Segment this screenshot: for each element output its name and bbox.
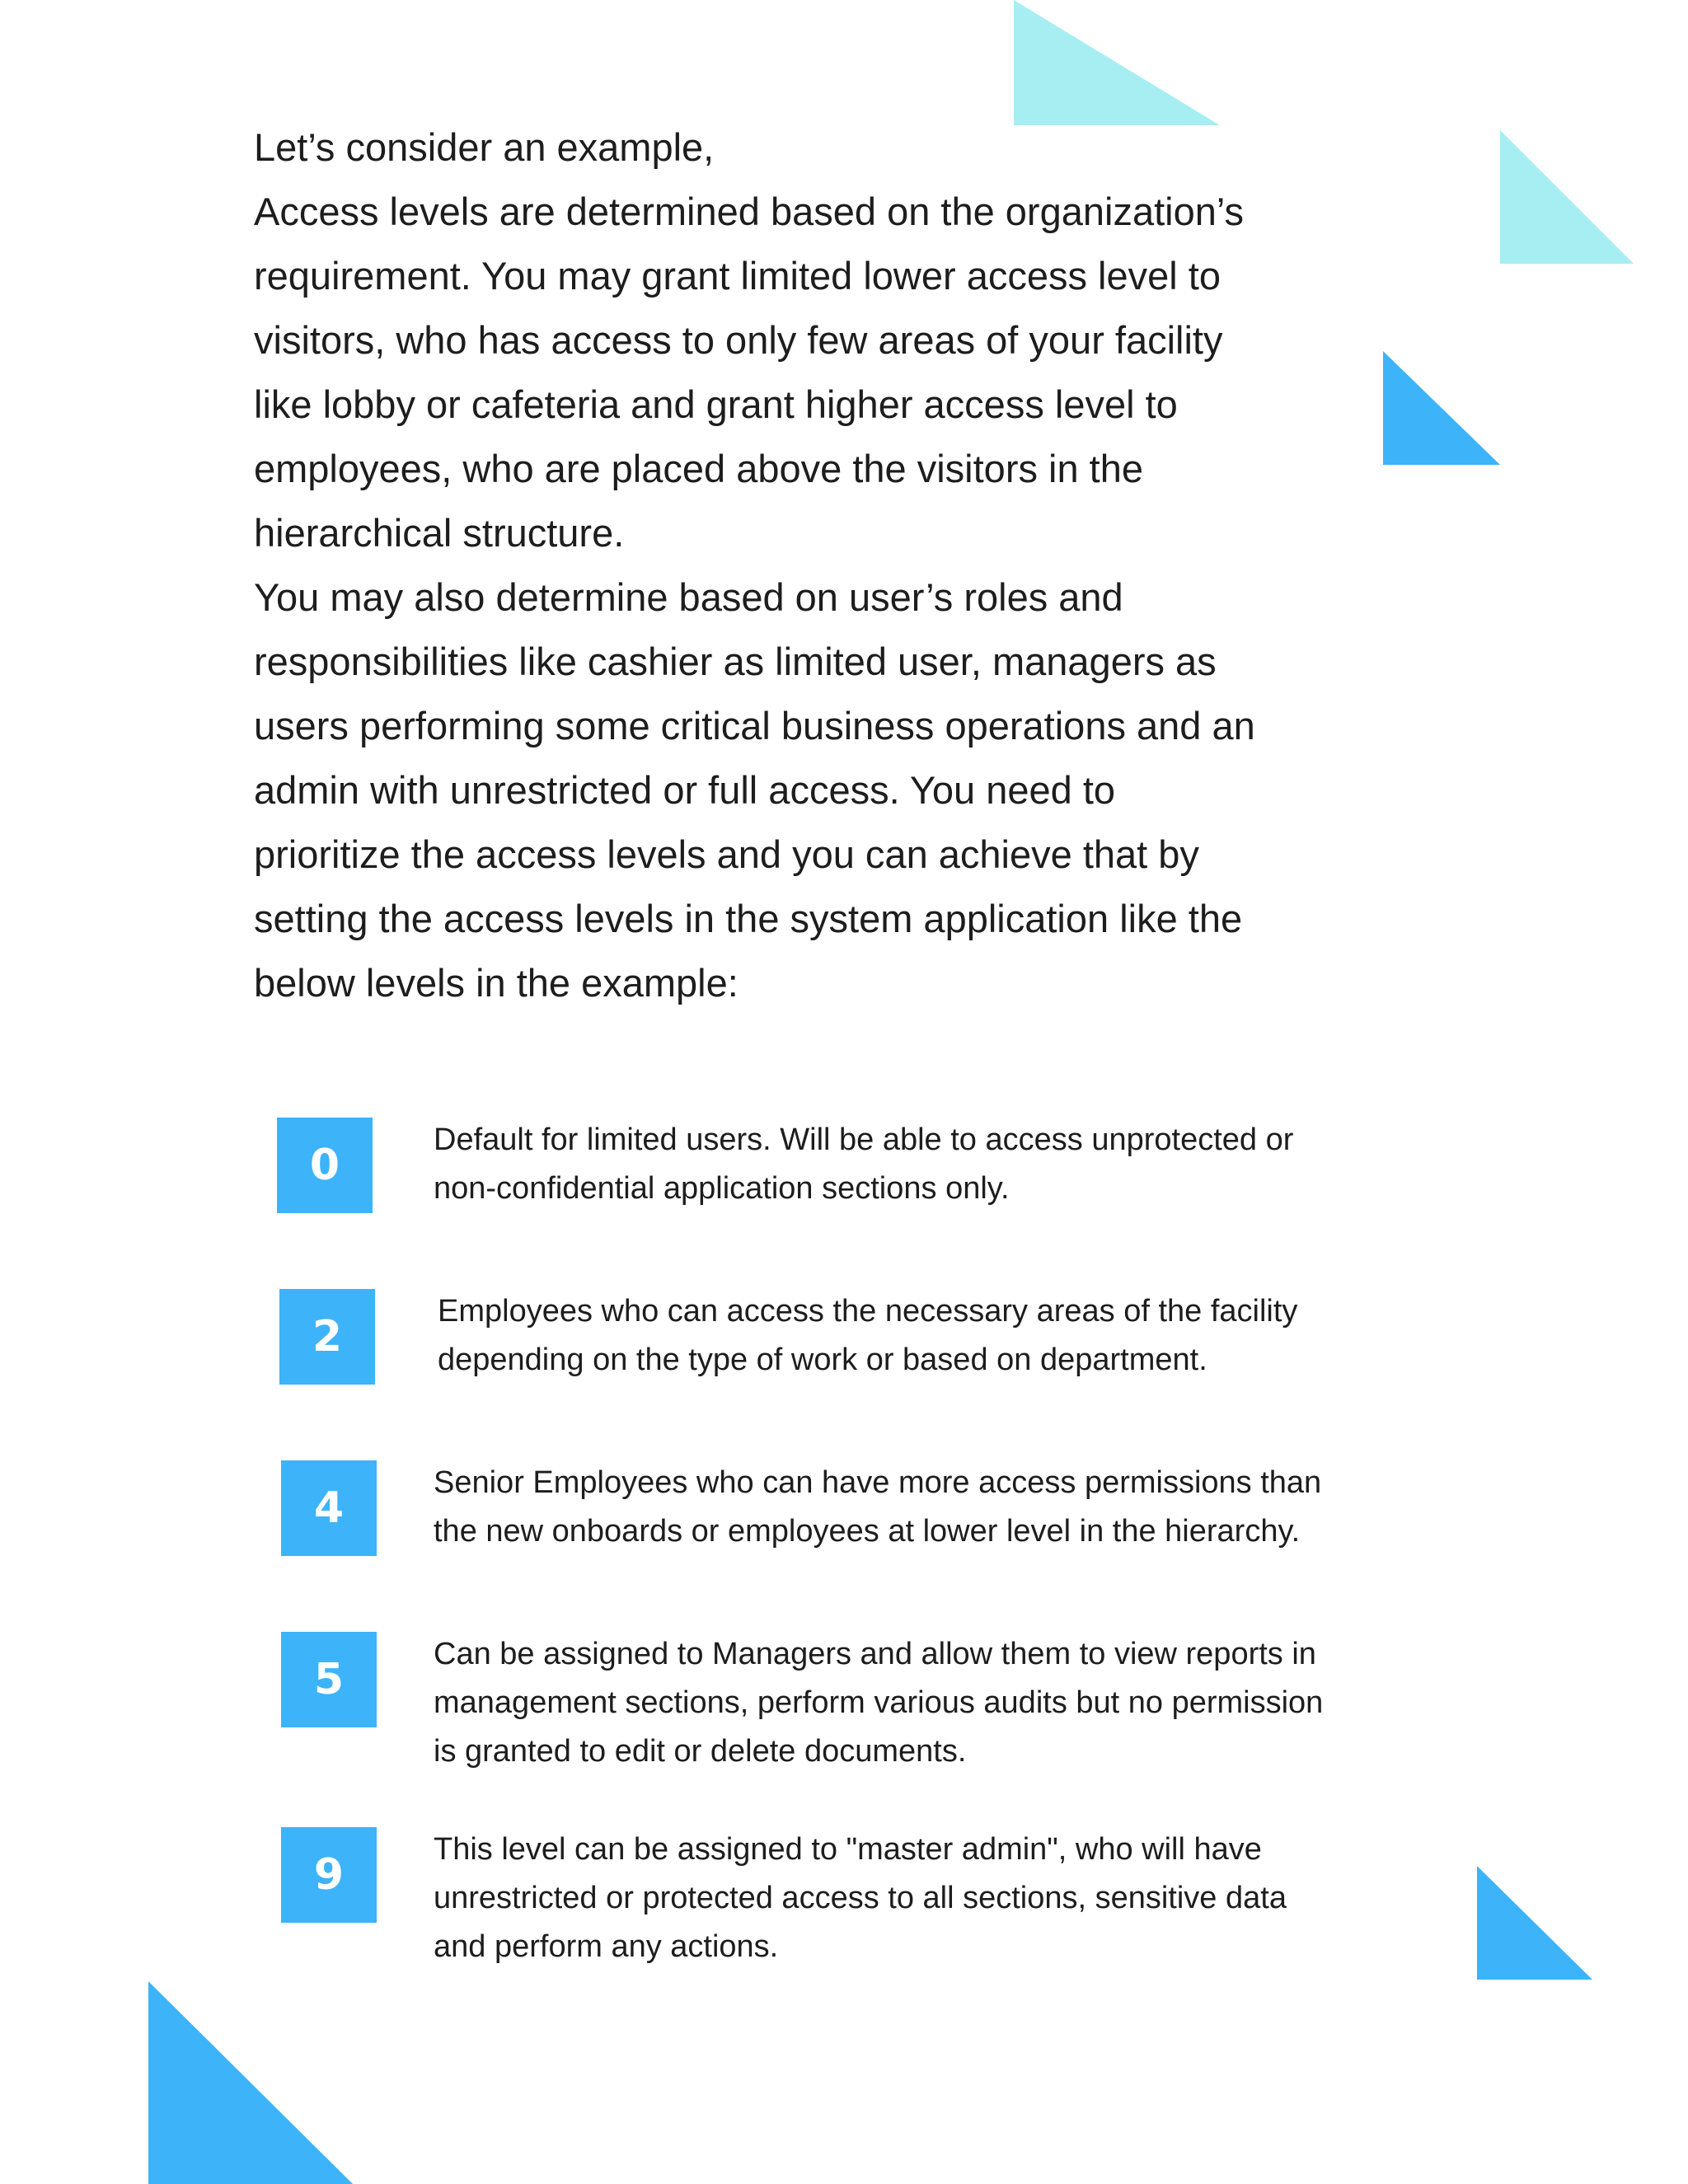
decorative-triangle-top-right [1500, 130, 1634, 264]
intro-paragraph-3: You may also determine based on user’s roles and responsibilities like cashier as limited user, managers as users performing some critical business operations and an admin with unrestricted or full access. You need to prioritize the access levels and you can achieve that by setting the access levels in the system application like the below levels in the example: [254, 575, 1255, 1005]
level-description: Default for limited users. Will be able to access unprotected or non-confidential application sections only. [434, 1122, 1294, 1206]
decorative-triangle-bottom-right [1477, 1866, 1592, 1980]
level-number-badge: 2 [279, 1289, 375, 1385]
level-description: Can be assigned to Managers and allow them to view reports in management sections, perform various audits but no permission is granted to edit or delete documents. [434, 1637, 1324, 1769]
level-number-badge: 9 [281, 1827, 377, 1923]
level-number-badge: 0 [277, 1118, 373, 1213]
level-description: Employees who can access the necessary areas of the facility depending on the type of work or based on department. [438, 1294, 1298, 1377]
intro-paragraph-1: Let’s consider an example, [254, 125, 715, 169]
level-description: Senior Employees who can have more access permissions than the new onboards or employees at lower level in the hierarchy. [434, 1465, 1322, 1549]
level-number-badge: 4 [281, 1460, 377, 1556]
intro-text [254, 115, 1424, 1015]
intro-paragraph-2: Access levels are determined based on the organization’s requirement. You may grant limited lower access level to visitors, who has access to only few areas of your facility like lobby or cafeteria and grant higher access level to employees, who are placed above the visitors in the hierarchical structure. [254, 190, 1244, 555]
decorative-triangle-top-center [1014, 0, 1220, 125]
level-number-badge: 5 [281, 1632, 377, 1727]
decorative-triangle-bottom-left [148, 1981, 353, 2184]
level-description: This level can be assigned to "master admin", who will have unrestricted or protected access to all sections, sensitive data and perform any actions. [434, 1832, 1287, 1964]
